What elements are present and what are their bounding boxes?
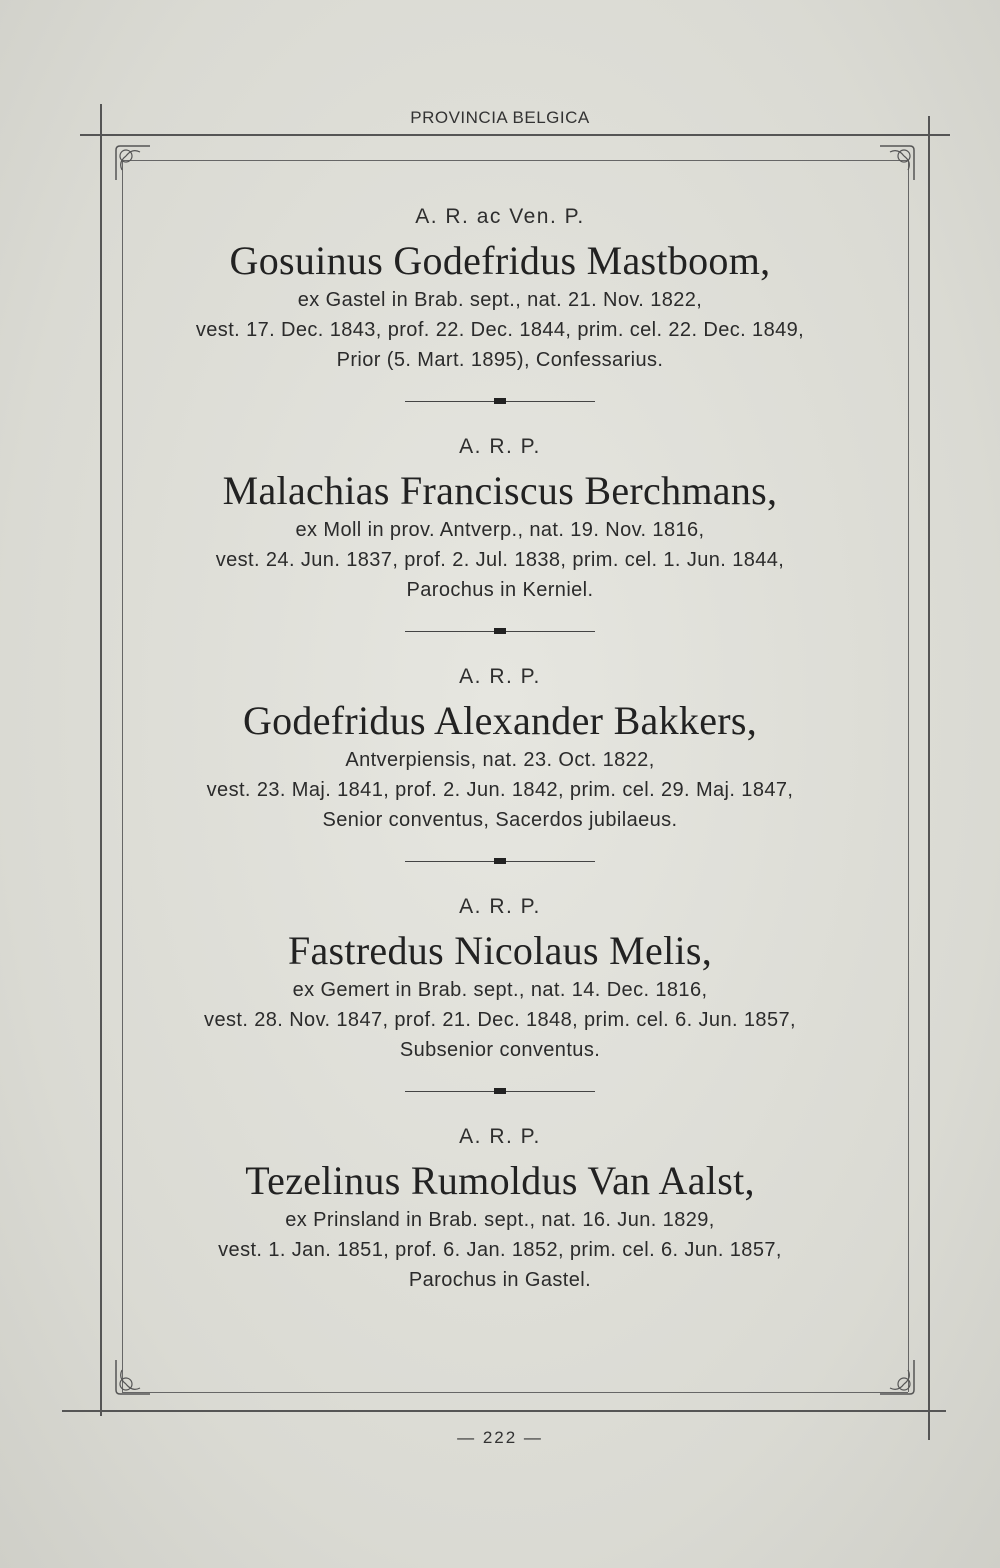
- entry-name: Malachias Franciscus Berchmans,: [222, 468, 778, 513]
- inner-rule-bottom: [122, 1392, 908, 1393]
- entry: [120, 895, 880, 1065]
- entry-name: Tezelinus Rumoldus Van Aalst,: [245, 1158, 755, 1203]
- corner-ornament-top-left-icon: [110, 140, 156, 186]
- entry-title: A. R. P.: [459, 895, 541, 918]
- entry-line: Parochus in Gastel.: [408, 1269, 592, 1291]
- entry-line: vest. 24. Jun. 1837, prof. 2. Jul. 1838, prim. cel. 1. Jun. 1844,: [215, 549, 785, 571]
- page-number: — 222 —: [457, 1428, 543, 1447]
- outer-rule-left: [100, 104, 102, 1416]
- running-title: PROVINCIA BELGICA: [410, 108, 590, 127]
- entry-line: Parochus in Kerniel.: [406, 579, 594, 601]
- entry: [120, 205, 880, 375]
- entry-line: ex Moll in prov. Antverp., nat. 19. Nov. 1816,: [295, 519, 705, 541]
- entry: [120, 665, 880, 835]
- entry-title: A. R. P.: [459, 435, 541, 458]
- entry-line: vest. 17. Dec. 1843, prof. 22. Dec. 1844, prim. cel. 22. Dec. 1849,: [195, 319, 805, 341]
- entry-title: A. R. P.: [459, 665, 541, 688]
- entry-line: ex Gemert in Brab. sept., nat. 14. Dec. 1816,: [292, 979, 708, 1001]
- entry-name: Gosuinus Godefridus Mastboom,: [229, 238, 771, 283]
- entry-line: vest. 28. Nov. 1847, prof. 21. Dec. 1848, prim. cel. 6. Jun. 1857,: [204, 1009, 796, 1031]
- entry-title: A. R. P.: [459, 1125, 541, 1148]
- corner-ornament-top-right-icon: [874, 140, 920, 186]
- separator: [405, 395, 595, 407]
- entry-line: Senior conventus, Sacerdos jubilaeus.: [322, 809, 678, 831]
- outer-rule-top: [80, 134, 950, 136]
- entry-line: Prior (5. Mart. 1895), Confessarius.: [336, 349, 664, 371]
- corner-ornament-bottom-left-icon: [110, 1354, 156, 1400]
- entry-line: vest. 1. Jan. 1851, prof. 6. Jan. 1852, prim. cel. 6. Jun. 1857,: [218, 1239, 782, 1261]
- outer-rule-right: [928, 116, 930, 1440]
- separator: [405, 855, 595, 867]
- entry: [120, 1125, 880, 1295]
- entry-line: ex Gastel in Brab. sept., nat. 21. Nov. 1822,: [297, 289, 703, 311]
- inner-rule-right: [908, 160, 909, 1392]
- entry-name: Fastredus Nicolaus Melis,: [287, 928, 713, 973]
- entry-line: ex Prinsland in Brab. sept., nat. 16. Jun. 1829,: [285, 1209, 715, 1231]
- entries-list: [120, 205, 880, 1295]
- entry-name: Godefridus Alexander Bakkers,: [242, 698, 758, 743]
- entry: [120, 435, 880, 605]
- entry-line: Antverpiensis, nat. 23. Oct. 1822,: [345, 749, 655, 771]
- corner-ornament-bottom-right-icon: [874, 1354, 920, 1400]
- separator: [405, 1085, 595, 1097]
- entry-title: A. R. ac Ven. P.: [415, 205, 585, 228]
- separator: [405, 625, 595, 637]
- outer-rule-bottom: [62, 1410, 946, 1412]
- entry-line: vest. 23. Maj. 1841, prof. 2. Jun. 1842, prim. cel. 29. Maj. 1847,: [206, 779, 794, 801]
- entry-line: Subsenior conventus.: [399, 1039, 601, 1061]
- inner-rule-top: [122, 160, 908, 161]
